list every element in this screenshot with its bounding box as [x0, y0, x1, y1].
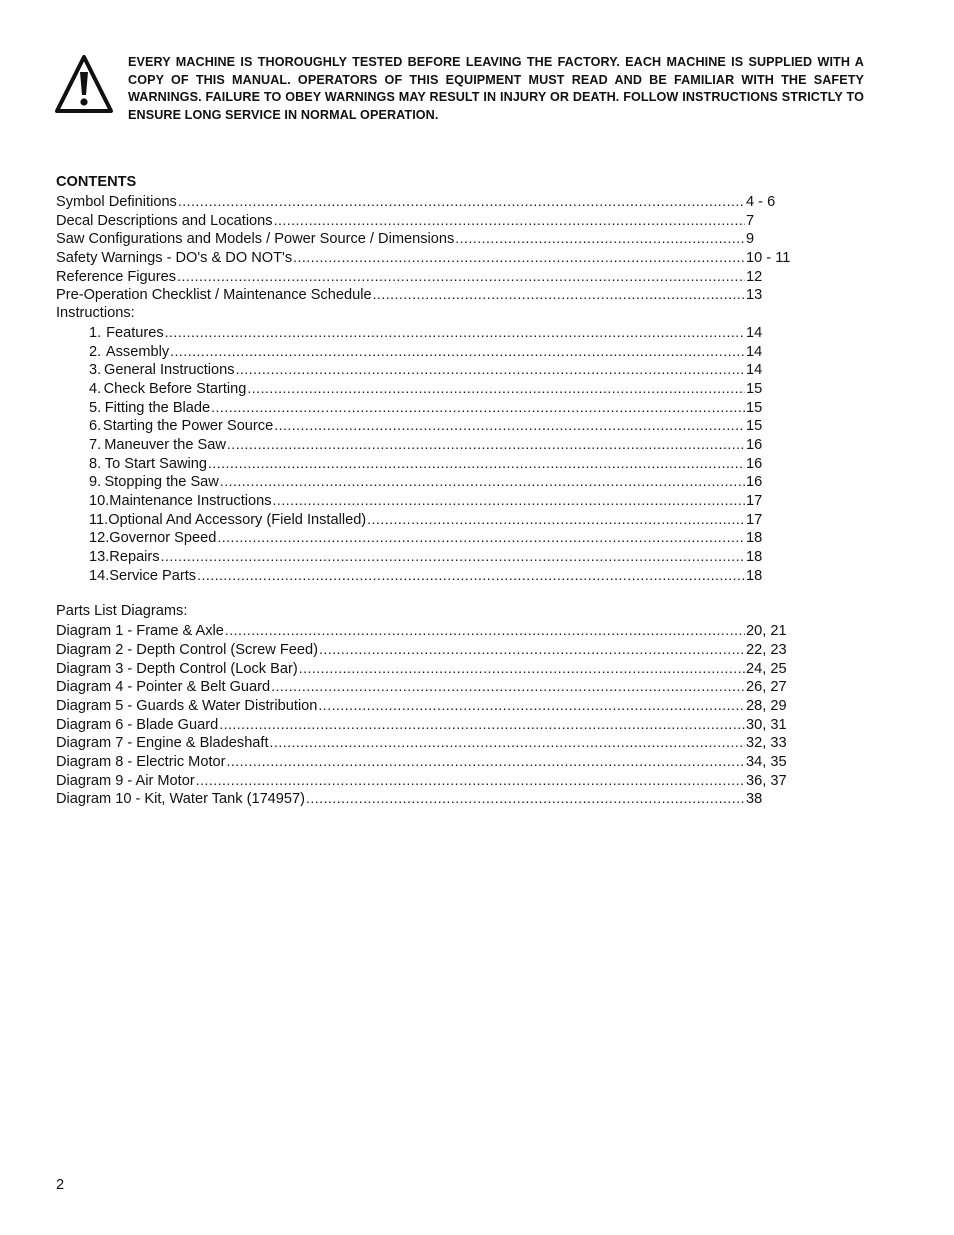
parts-list-heading: Parts List Diagrams: [56, 603, 188, 620]
toc-entry-label: Diagram 10 - Kit, Water Tank (174957) [56, 791, 306, 808]
dot-leader [247, 379, 745, 398]
toc-entry-label: Diagram 1 - Frame & Axle [56, 623, 224, 640]
toc-entry-label: Diagram 5 - Guards & Water Distribution [56, 697, 318, 714]
toc-entry-number: 1. [89, 324, 102, 341]
toc-entry-number: 8. [89, 455, 102, 472]
toc-entry-label: Diagram 2 - Depth Control (Screw Feed) [56, 641, 318, 658]
dot-leader [270, 733, 745, 752]
toc-entry-page: 28, 29 [746, 697, 787, 714]
toc-entry-label: Diagram 7 - Engine & Bladeshaft [56, 735, 269, 752]
toc-entry-page: 13 [746, 287, 763, 304]
toc-instruction-entry [56, 323, 796, 342]
toc-entry-page: 18 [746, 530, 763, 547]
toc-instruction-entry [56, 472, 796, 491]
contents-title: CONTENTS [56, 174, 137, 190]
toc-entry-page: 34, 35 [746, 753, 787, 770]
toc-entry [56, 285, 796, 304]
dot-leader [293, 248, 745, 267]
toc-entry-page: 26, 27 [746, 679, 787, 696]
dot-leader [274, 211, 745, 230]
toc-entry-number: 11. [89, 511, 109, 528]
dot-leader [373, 285, 745, 304]
toc-instruction-entry [56, 491, 796, 510]
toc-entry-label: Symbol Definitions [56, 194, 177, 210]
toc-entry [56, 229, 796, 248]
toc-entry-label: Diagram 3 - Depth Control (Lock Bar) [56, 660, 298, 677]
dot-leader [161, 547, 745, 566]
toc-instruction-entry [56, 342, 796, 361]
dot-leader [318, 696, 745, 715]
toc-entry-number: 12. [89, 530, 110, 547]
dot-leader [219, 715, 745, 734]
toc-diagram-entry [56, 640, 796, 659]
dot-leader [227, 435, 745, 454]
toc-entry-label: Fitting the Blade [104, 399, 211, 416]
toc-diagram-entry [56, 789, 796, 808]
toc-entry-page: 14 [746, 362, 763, 379]
toc-entry-page: 16 [746, 436, 763, 453]
dot-leader [273, 491, 745, 510]
dot-leader [170, 342, 745, 361]
toc-diagram-entry [56, 733, 796, 752]
toc-entry-page: 17 [746, 511, 763, 528]
toc-instruction-entry [56, 435, 796, 454]
toc-entry-page: 10 - 11 [746, 250, 791, 267]
dot-leader [367, 510, 745, 529]
toc-instruction-entry [56, 528, 796, 547]
toc-entry-number: 3. [89, 362, 102, 379]
section-spacer [56, 584, 796, 602]
toc-entry-number: 14. [89, 567, 110, 584]
toc-entry [56, 192, 796, 211]
toc-entry [56, 267, 796, 286]
dot-leader [274, 416, 745, 435]
dot-leader [227, 752, 746, 771]
toc-entry-label: Features [106, 324, 164, 341]
toc-entry-page: 18 [746, 549, 763, 566]
dot-leader [220, 472, 745, 491]
toc-entry-label: Diagram 6 - Blade Guard [56, 716, 219, 733]
toc-entry-page: 4 - 6 [746, 194, 776, 210]
toc-entry-label: General Instructions [103, 362, 235, 379]
toc-entry [56, 211, 796, 230]
toc-entry-number: 4. [89, 380, 102, 397]
page-number: 2 [56, 1177, 65, 1193]
toc-entry-label: To Start Sawing [104, 455, 207, 472]
dot-leader [178, 192, 745, 211]
toc-entry-label: Service Parts [109, 567, 197, 584]
toc-instruction-entry [56, 416, 796, 435]
toc-entry-label: Diagram 9 - Air Motor [56, 772, 195, 789]
toc-instruction-entry [56, 510, 796, 529]
toc-entry-page: 12 [746, 268, 763, 285]
toc-entry-number: 5. [89, 399, 102, 416]
toc-entry-label: Saw Configurations and Models / Power Source / Dimensions [56, 231, 455, 248]
toc-entry-page: 17 [746, 493, 763, 509]
toc-entry-label: Stopping the Saw [104, 474, 219, 491]
toc-entry-page: 22, 23 [746, 641, 787, 658]
table-of-contents [56, 173, 796, 808]
toc-entry-page: 36, 37 [746, 772, 787, 789]
toc-entry-page: 16 [746, 455, 763, 472]
toc-entry-label: Maintenance Instructions [109, 493, 272, 509]
toc-entry [56, 248, 796, 267]
dot-leader [211, 398, 745, 417]
toc-entry-label: Repairs [109, 549, 160, 566]
dot-leader [225, 621, 745, 640]
toc-entry-label: Maneuver the Saw [104, 436, 226, 453]
dot-leader [177, 267, 745, 286]
toc-entry-number: 2. [89, 343, 102, 360]
toc-entry-page: 16 [746, 474, 763, 491]
toc-entry-page: 7 [746, 212, 755, 229]
toc-diagram-entry [56, 659, 796, 678]
toc-entry-label: Starting the Power Source [102, 418, 274, 435]
toc-entry-page: 14 [746, 324, 763, 341]
toc-entry-label: Safety Warnings - DO's & DO NOT's [56, 250, 293, 267]
toc-entry-label: Optional And Accessory (Field Installed) [108, 511, 367, 528]
toc-entry-page: 32, 33 [746, 735, 787, 752]
toc-entry-label: Reference Figures [56, 268, 177, 285]
toc-entry-page: 30, 31 [746, 716, 787, 733]
toc-entry-page: 18 [746, 567, 763, 584]
dot-leader [208, 454, 745, 473]
toc-entry-number: 13. [89, 549, 110, 566]
toc-entry-page: 14 [746, 343, 763, 360]
dot-leader [217, 528, 745, 547]
toc-entry-page: 24, 25 [746, 660, 787, 677]
dot-leader [319, 640, 745, 659]
toc-diagram-entry [56, 752, 796, 771]
toc-diagram-entry [56, 771, 796, 790]
toc-entry-label: Pre-Operation Checklist / Maintenance Schedule [56, 287, 372, 304]
toc-entry-page: 15 [746, 399, 763, 416]
toc-entry-label: Check Before Starting [103, 380, 247, 397]
warning-triangle-icon [54, 54, 114, 114]
toc-entry-number: 9. [89, 474, 102, 491]
toc-entry-number: 7. [89, 436, 102, 453]
dot-leader [306, 789, 745, 808]
dot-leader [236, 360, 745, 379]
toc-entry-page: 20, 21 [746, 623, 787, 640]
toc-entry-label: Diagram 8 - Electric Motor [56, 753, 226, 770]
dot-leader [197, 566, 745, 585]
toc-entry-label: Assembly [105, 343, 170, 360]
dot-leader [165, 323, 745, 342]
toc-instruction-entry [56, 398, 796, 417]
toc-entry-page: 15 [746, 380, 763, 397]
dot-leader [299, 659, 745, 678]
dot-leader [455, 229, 745, 248]
toc-entry-label: Diagram 4 - Pointer & Belt Guard [56, 679, 271, 696]
instructions-heading: Instructions: [56, 305, 135, 322]
dot-leader [196, 771, 745, 790]
toc-entry-label: Decal Descriptions and Locations [56, 212, 273, 229]
dot-leader [271, 677, 745, 696]
toc-entry-page: 38 [746, 791, 763, 808]
toc-diagram-entry [56, 715, 796, 734]
toc-instruction-entry [56, 454, 796, 473]
toc-entry-label: Governor Speed [109, 530, 217, 547]
toc-entry-number: 10. [89, 493, 110, 509]
warning-text: EVERY MACHINE IS THOROUGHLY TESTED BEFORE LEAVING THE FACTORY. EACH MACHINE IS SUPPLIED WITH A COPY OF THIS MANUAL. OPERATORS OF THIS EQUIPMENT MUST READ AND BE FAMILIAR WITH THE SAFETY WARNINGS. FAILURE TO OBEY WARNINGS MAY RESULT IN INJURY OR DEATH. FOLLOW INSTRUCTIONS STRICTLY TO ENSURE LONG SERVICE IN NORMAL OPERATION. [128, 55, 864, 122]
toc-instruction-entry [56, 379, 796, 398]
toc-instruction-entry [56, 360, 796, 379]
toc-instruction-entry [56, 566, 796, 585]
safety-warning [54, 52, 866, 124]
toc-entry-number: 6. [89, 418, 102, 435]
toc-diagram-entry [56, 677, 796, 696]
toc-diagram-entry [56, 696, 796, 715]
toc-entry-page: 15 [746, 418, 763, 435]
toc-entry-page: 9 [746, 231, 755, 248]
toc-instruction-entry [56, 547, 796, 566]
toc-diagram-entry [56, 621, 796, 640]
